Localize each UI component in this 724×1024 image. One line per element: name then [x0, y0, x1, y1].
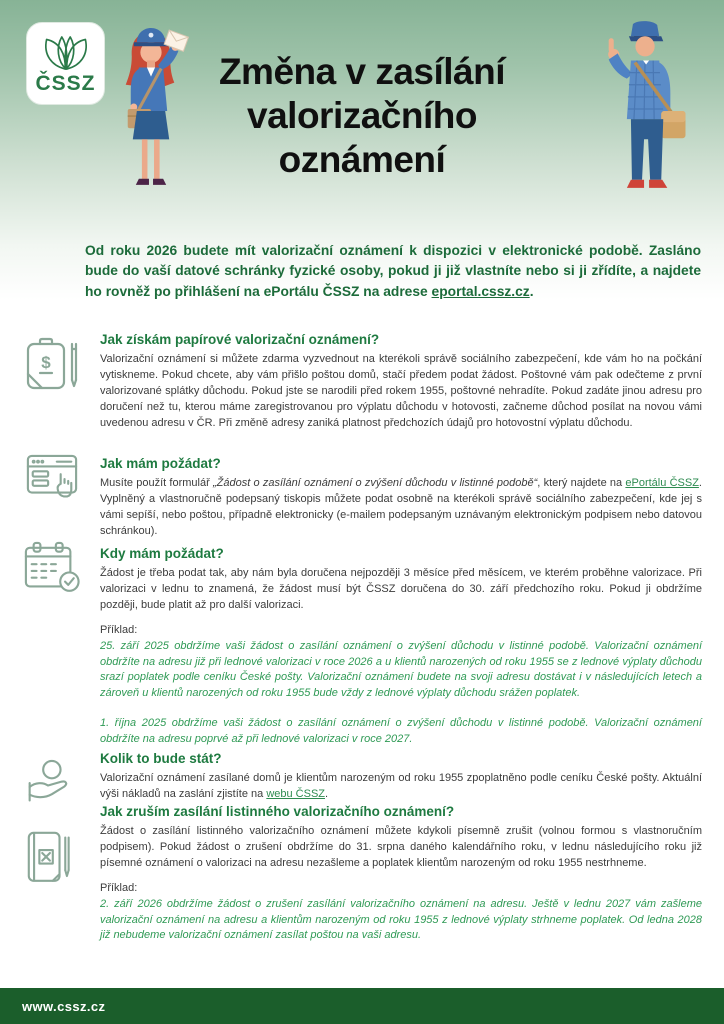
example-text: 25. září 2025 obdržíme vaši žádost o zasílání oznámení o zvýšení důchodu v listinné podobě. Valorizační oznámení obdržíte na adresu již při lednové valorizaci v roce 2026 a u klientů narozených od roku 1955 se z lednové výplaty důchodu srazí poplatek podle ceníku České pošty. Valorizační oznámení budete na svoji adresu dostávat i v následujících letech a zároveň u klientů narozených od roku 1955 bude vždy z lednové výplaty důchodu srážen poplatek.	[100, 640, 702, 699]
intro-paragraph	[85, 241, 701, 302]
section-heading: Jak mám požádat?	[100, 456, 221, 471]
logo-text: ČSSZ	[35, 71, 96, 95]
example-label: Příklad:	[100, 624, 138, 636]
example-text: 2. září 2026 obdržíme žádost o zrušení zasílání valorizačního oznámení na adresu. Ještě v lednu 2027 vám zašleme valorizační oznámení na adresu a klientům narozeným od roku 1955 z lednové výplaty strhneme poplatek. Od ledna 2028 již nebudeme valorizační oznámení zasílat poštou na vaši adresu.	[100, 898, 702, 942]
cssz-web-link[interactable]: webu ČSSZ	[266, 788, 326, 800]
section-paper-notice	[100, 332, 702, 431]
body-text: . Vyplněný a vlastnoručně podepsaný tiskopis můžete podat osobně na kterékoli správě sociálního zabezpečení, kde jej s vámi sepíší, nebo poštou, případně elektronicky (e-mailem podepsaným uznávaným elektronickým podpisem nebo datovou schránkou).	[100, 477, 702, 537]
section-body: Valorizační oznámení si můžete zdarma vyzvednout na kterékoli správě sociálního zabezpečení, kde vám ho na počkání vytiskneme. Pokud chcete, aby vám přišlo poštou domů, stačí předem podat žádost. Poštovné vám pak odečteme z první valorizované splátky důchodu. Pokud jste se narodili před rokem 1955, poštovné nehradíte. Pokud zadáte jinou adresu pro doručení než tu, kterou máme zaregistrovanou pro výplatu důchodu v hotovosti, začneme důchod posílat na novou vámi uvedenou adresu v ČR. Při změně adresy zaniká platnost předchozích údajů pro hotovostní výplatu důchodu.	[100, 353, 702, 429]
example-text: 1. října 2025 obdržíme vaši žádost o zasílání oznámení o zvýšení důchodu v listinné podobě. Valorizační oznámení obdržíte na adresu poprvé až při lednové valorizaci v roce 2027.	[100, 717, 702, 745]
body-text: .	[325, 788, 329, 800]
section-cost	[100, 751, 702, 802]
browser-click-icon	[25, 453, 79, 501]
example-label: Příklad:	[100, 882, 138, 894]
section-heading: Kdy mám požádat?	[100, 546, 224, 561]
form-name: „Žádost o zasílání oznámení o zvýšení důchodu v listinné podobě“	[212, 477, 538, 489]
section-body: Žádost o zasílání listinného valorizačního oznámení můžete kdykoli písemně zrušit (volnou formou s vlastnoručním podpisem). Pokud žádost o zrušení obdržíme do 31. srpna daného kalendářního roku, v lednu následujícího roku již písemné oznámení o valorizaci na adresu nezašleme a poplatek klientům narozeným od roku 1955 nestrhneme.	[100, 825, 702, 869]
body-text: Musíte použít formulář	[100, 477, 213, 489]
title-line-3: oznámení	[278, 139, 446, 180]
hand-coin-icon	[20, 758, 76, 802]
section-body	[100, 770, 702, 802]
page-title	[162, 50, 562, 182]
cancel-document-icon	[24, 828, 72, 888]
title-line-2: valorizačního	[247, 95, 477, 136]
cssz-logo	[26, 22, 105, 105]
footer-url: www.cssz.cz	[22, 998, 106, 1014]
calendar-check-icon	[23, 541, 81, 593]
section-body: Žádost je třeba podat tak, aby nám byla doručena nejpozději 3 měsíce před měsícem, ve kterém proběhne valorizace. Při valorizaci v lednu to znamená, že žádost musí být ČSSZ doručena do 30. září předchozího roku. Pokud ji obdržíme později, bude platit až pro další valorizaci.	[100, 567, 702, 611]
section-heading: Jak získám papírové valorizační oznámení?	[100, 332, 380, 347]
lotus-icon	[39, 33, 93, 73]
section-how-to-apply	[100, 456, 702, 539]
title-line-1: Změna v zasílání	[218, 51, 506, 92]
body-text: Valorizační oznámení zasílané domů je klientům narozeným od roku 1955 zpoplatněno podle ceníku České pošty. Aktuální výši nákladů na zaslání zjistíte na	[100, 772, 702, 800]
footer-bar	[0, 988, 724, 1024]
section-body	[100, 475, 702, 539]
eportal-link[interactable]: eportal.cssz.cz	[431, 283, 530, 299]
eportal-cssz-link[interactable]: ePortálu ČSSZ	[625, 477, 699, 489]
intro-text: Od roku 2026 budete mít valorizační oznámení k dispozici v elektronické podobě. Zasláno bude do vaší datové schránky fyzické osoby, pokud ji již vlastníte nebo si ji zřídíte, a najdete ho rovněž po přihlášení na ePortálu ČSSZ na adrese	[85, 243, 701, 299]
postman-illustration	[586, 16, 692, 204]
money-document-icon	[22, 336, 82, 394]
svg-text:$: $	[41, 353, 51, 372]
body-text: , který najdete na	[537, 477, 626, 489]
section-cancel	[100, 804, 702, 944]
section-when-to-apply	[100, 546, 702, 748]
intro-suffix: .	[529, 283, 534, 299]
section-heading: Kolik to bude stát?	[100, 751, 222, 766]
section-heading: Jak zruším zasílání listinného valorizačního oznámení?	[100, 804, 455, 819]
